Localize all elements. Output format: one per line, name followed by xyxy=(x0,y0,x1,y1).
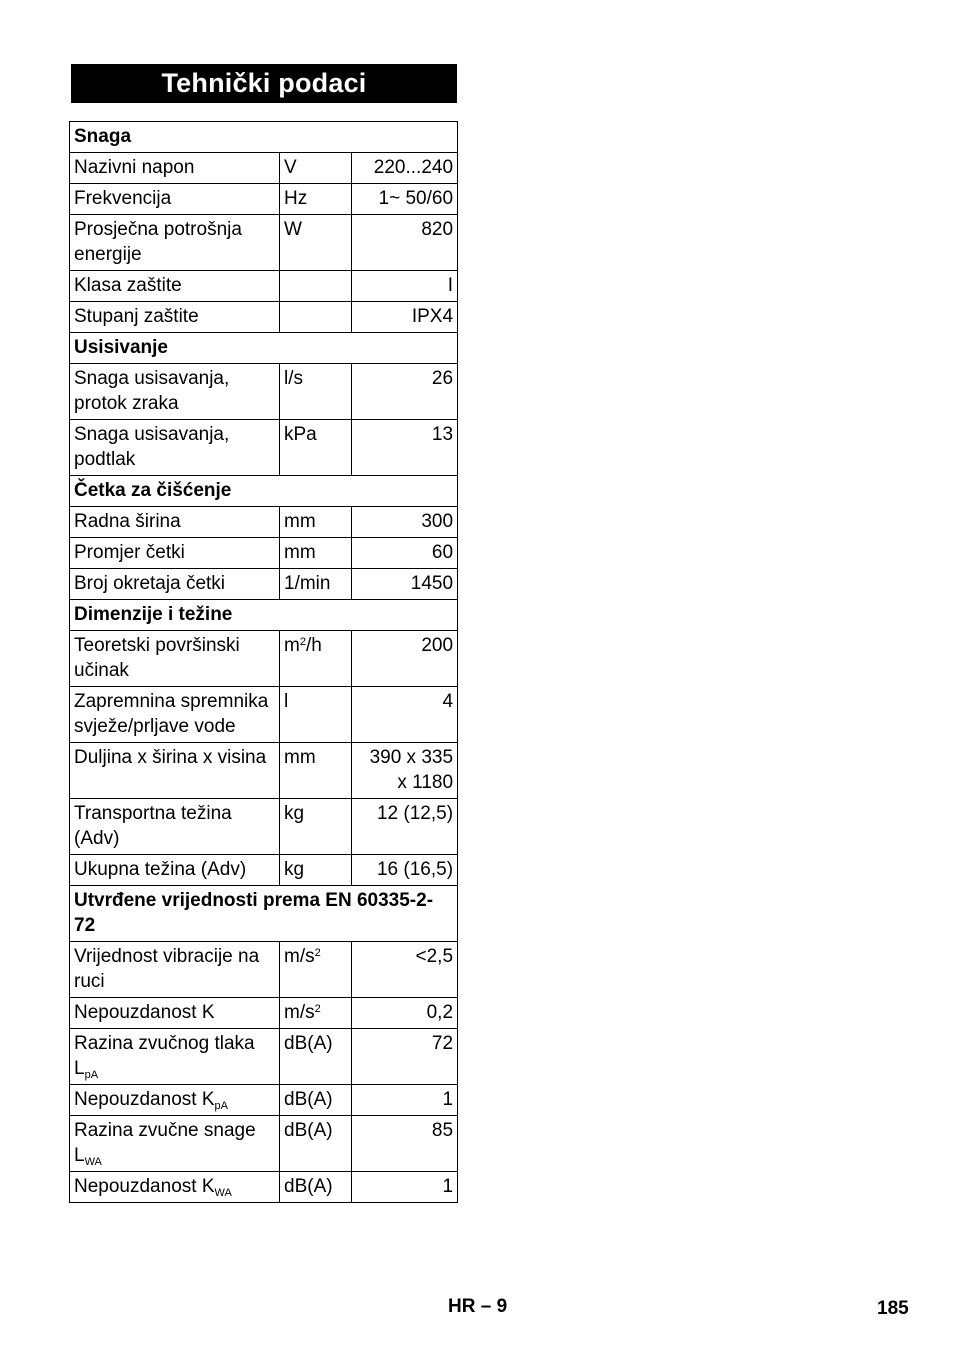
table-row xyxy=(70,215,458,271)
row-label: Transportna težina (Adv) xyxy=(70,799,280,855)
row-unit xyxy=(280,302,352,333)
label-text: Nepouzdanost K xyxy=(74,1176,215,1197)
row-label: Broj okretaja četki xyxy=(70,569,280,600)
row-label: Vrijednost vibracije na ruci xyxy=(70,942,280,998)
row-value: IPX4 xyxy=(352,302,458,333)
row-unit: dB(A) xyxy=(280,1029,352,1085)
row-unit: kg xyxy=(280,799,352,855)
table-row xyxy=(70,998,458,1029)
section-row xyxy=(70,886,458,942)
unit-exponent: 2 xyxy=(299,636,306,648)
table-row xyxy=(70,271,458,302)
label-text: Razina zvučnog tlaka L xyxy=(74,1033,255,1079)
table-row xyxy=(70,569,458,600)
row-value: 85 xyxy=(352,1116,458,1172)
row-label xyxy=(70,1029,280,1085)
row-value: 26 xyxy=(352,364,458,420)
row-value: 0,2 xyxy=(352,998,458,1029)
technical-data-table xyxy=(69,121,458,1203)
section-row xyxy=(70,600,458,631)
section-header-usisivanje: Usisivanje xyxy=(70,333,458,364)
row-unit xyxy=(280,631,352,687)
unit-exponent: 2 xyxy=(314,947,321,959)
row-value: 60 xyxy=(352,538,458,569)
row-label: Duljina x širina x visina xyxy=(70,743,280,799)
row-unit: l/s xyxy=(280,364,352,420)
label-subscript: pA xyxy=(214,1100,228,1112)
section-header-utvrdjene: Utvrđene vrijednosti prema EN 60335-2-72 xyxy=(70,886,458,942)
row-label: Stupanj zaštite xyxy=(70,302,280,333)
row-unit xyxy=(280,942,352,998)
row-unit: mm xyxy=(280,507,352,538)
row-unit: dB(A) xyxy=(280,1116,352,1172)
row-value: 1450 xyxy=(352,569,458,600)
row-label xyxy=(70,1085,280,1116)
table-row xyxy=(70,687,458,743)
row-label xyxy=(70,1172,280,1203)
row-unit: dB(A) xyxy=(280,1172,352,1203)
unit-exponent: 2 xyxy=(314,1003,321,1015)
row-unit: Hz xyxy=(280,184,352,215)
row-value: 1 xyxy=(352,1172,458,1203)
table-row xyxy=(70,743,458,799)
row-value: 72 xyxy=(352,1029,458,1085)
page-title: Tehnički podaci xyxy=(71,64,457,103)
label-text: Razina zvučne snage L xyxy=(74,1120,256,1166)
table-row xyxy=(70,799,458,855)
table-row xyxy=(70,507,458,538)
section-row xyxy=(70,122,458,153)
unit-base: m/s xyxy=(284,946,315,967)
table-row xyxy=(70,942,458,998)
row-label: Nepouzdanost K xyxy=(70,998,280,1029)
section-header-dimenzije: Dimenzije i težine xyxy=(70,600,458,631)
table-row xyxy=(70,153,458,184)
table-row xyxy=(70,1085,458,1116)
row-value: 1 xyxy=(352,1085,458,1116)
row-label: Prosječna potrošnja energije xyxy=(70,215,280,271)
table-row xyxy=(70,631,458,687)
row-value: <2,5 xyxy=(352,942,458,998)
row-label: Radna širina xyxy=(70,507,280,538)
row-value: 16 (16,5) xyxy=(352,855,458,886)
row-unit: l xyxy=(280,687,352,743)
row-value: 820 xyxy=(352,215,458,271)
row-unit: mm xyxy=(280,538,352,569)
row-label: Snaga usisavanja, protok zraka xyxy=(70,364,280,420)
label-subscript: pA xyxy=(84,1069,99,1081)
footer-language-code: HR – 9 xyxy=(448,1296,508,1317)
label-subscript: WA xyxy=(214,1187,232,1199)
row-label: Frekvencija xyxy=(70,184,280,215)
row-value: 200 xyxy=(352,631,458,687)
unit-tail: /h xyxy=(305,635,322,656)
table-row xyxy=(70,1172,458,1203)
row-unit: kg xyxy=(280,855,352,886)
row-label: Snaga usisavanja, podtlak xyxy=(70,420,280,476)
table-row xyxy=(70,1029,458,1085)
row-unit xyxy=(280,998,352,1029)
row-unit: 1/min xyxy=(280,569,352,600)
table-row xyxy=(70,184,458,215)
row-unit: W xyxy=(280,215,352,271)
row-value: 1~ 50/60 xyxy=(352,184,458,215)
label-subscript: WA xyxy=(84,1156,102,1168)
row-unit: dB(A) xyxy=(280,1085,352,1116)
row-value: I xyxy=(352,271,458,302)
row-value: 4 xyxy=(352,687,458,743)
row-label: Zapremnina spremnika svježe/prljave vode xyxy=(70,687,280,743)
section-row xyxy=(70,333,458,364)
row-value: 300 xyxy=(352,507,458,538)
unit-base: m xyxy=(284,635,300,656)
row-value: 390 x 335 x 1180 xyxy=(352,743,458,799)
section-header-snaga: Snaga xyxy=(70,122,458,153)
row-value: 13 xyxy=(352,420,458,476)
table-row xyxy=(70,364,458,420)
page-number: 185 xyxy=(877,1298,909,1319)
table-row xyxy=(70,538,458,569)
row-label: Teoretski površinski učinak xyxy=(70,631,280,687)
row-label: Promjer četki xyxy=(70,538,280,569)
row-unit: kPa xyxy=(280,420,352,476)
table-row xyxy=(70,420,458,476)
row-unit: V xyxy=(280,153,352,184)
row-unit xyxy=(280,271,352,302)
row-label: Ukupna težina (Adv) xyxy=(70,855,280,886)
unit-base: m/s xyxy=(284,1002,315,1023)
row-label: Nazivni napon xyxy=(70,153,280,184)
table-row xyxy=(70,1116,458,1172)
table-row xyxy=(70,855,458,886)
row-value: 12 (12,5) xyxy=(352,799,458,855)
row-label xyxy=(70,1116,280,1172)
table-row xyxy=(70,302,458,333)
row-value: 220...240 xyxy=(352,153,458,184)
section-row xyxy=(70,476,458,507)
row-label: Klasa zaštite xyxy=(70,271,280,302)
section-header-cetka: Četka za čišćenje xyxy=(70,476,458,507)
label-text: Nepouzdanost K xyxy=(74,1089,215,1110)
row-unit: mm xyxy=(280,743,352,799)
